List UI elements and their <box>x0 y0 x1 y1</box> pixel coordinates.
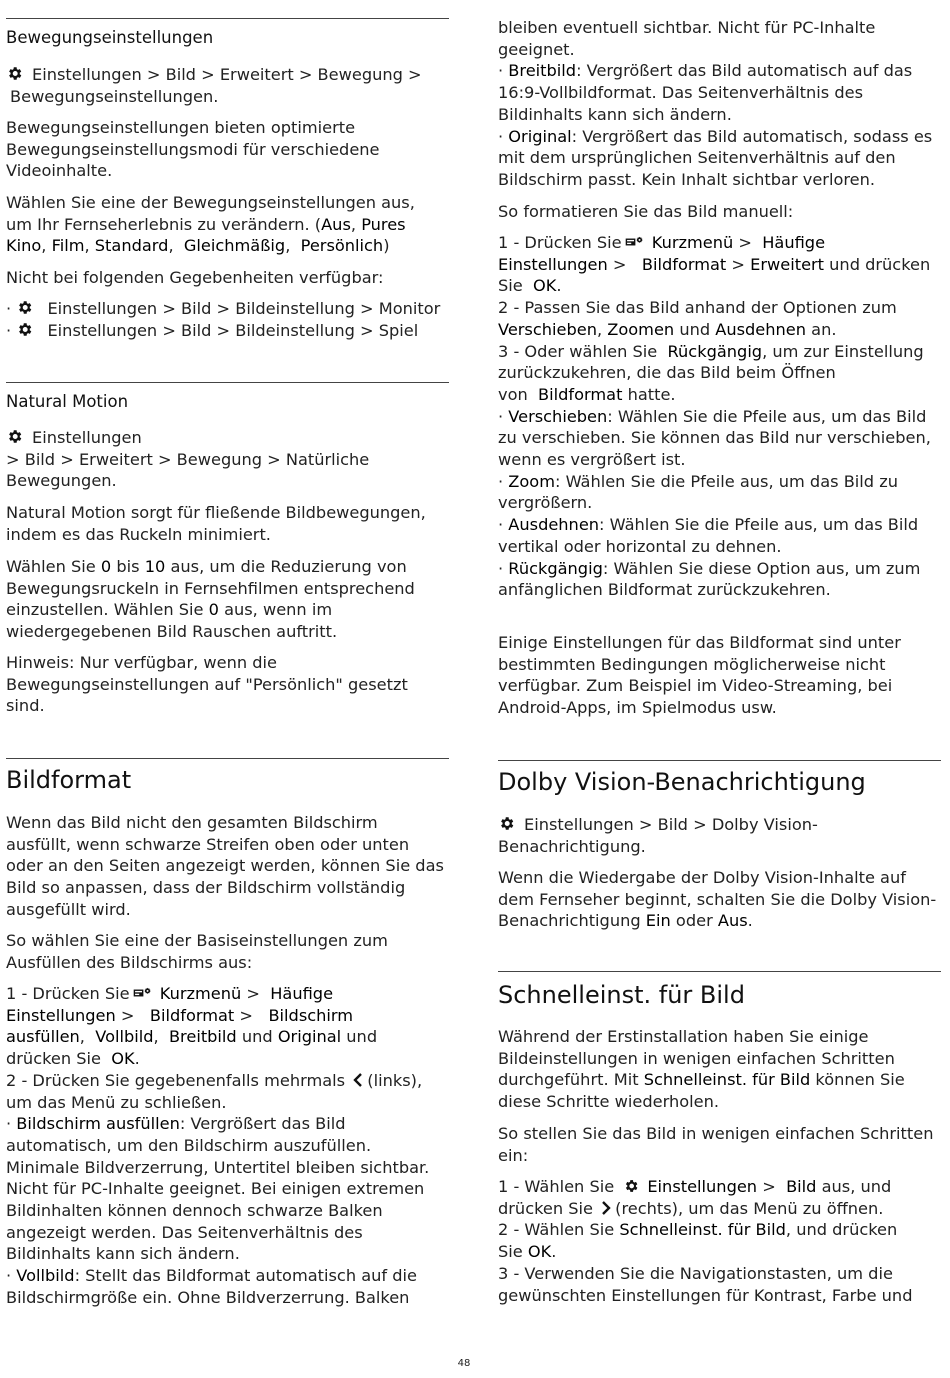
paragraph: Wählen Sie 0 bis 10 aus, um die Reduzierung von Bewegungsruckeln in Fernsehfilmen entsprechend einzustellen. Wählen Sie 0 aus, wenn im wiedergegebenen Bild Rauschen auftritt. <box>6 557 415 642</box>
section-divider <box>498 971 941 972</box>
section-heading: Bewegungseinstellungen <box>6 28 214 47</box>
paragraph: Wenn die Wiedergabe der Dolby Vision-Inhalte auf dem Fernseher beginnt, schalten Sie die Dolby Vision- Benachrichtigung Ein oder Aus. <box>498 868 937 931</box>
paragraph: bleiben eventuell sichtbar. Nicht für PC-Inhalte geeignet. · Breitbild: Vergrößert das Bild automatisch auf das 16:9-Vollbildformat. Das Seitenverhältnis des Bildinhalts kann sich ändern. · Original: Vergrößert das Bild automatisch, sodass es mit dem ursprünglichen Seitenverhältnis auf den Bildschirm passt. Kein Inhalt sichtbar verloren. <box>498 18 933 189</box>
note: Hinweis: Nur verfügbar, wenn die Bewegungseinstellungen auf "Persönlich" gesetzt sind. <box>6 653 408 716</box>
paragraph: Natural Motion sorgt für fließende Bildbewegungen, indem es das Ruckeln minimiert. <box>6 503 426 544</box>
gear-icon <box>498 815 515 832</box>
gear-icon <box>16 299 33 316</box>
steps-list: 1 - Drücken Sie Kurzmenü > Häufige Einstellungen > Bildformat > Erweitert und drücken Sie OK. 2 - Passen Sie das Bild anhand der Optionen zum Verschieben, Zoomen und Ausdehnen an. 3 - Oder wählen Sie Rückgängig, um zur Einstellung zurückzukehren, die das Bild beim Öffnen von Bildformat hatte. · Verschieben: Wählen Sie die Pfeile aus, um das Bild zu verschieben. Sie können das Bild nur verschieben, wenn es vergrößert ist. · Zoom: Wählen Sie die Pfeile aus, um das Bild zu vergrößern. · Ausdehnen: Wählen Sie die Pfeile aus, um das Bild vertikal oder horizontal zu dehnen. · Rückgängig: Wählen Sie diese Option aus, um zum anfänglichen Bildformat zurückzukehren. <box>498 233 931 600</box>
section-divider <box>498 760 941 761</box>
list-item: · Einstellungen > Bild > Bildeinstellung > Spiel <box>6 321 419 340</box>
settings-path: Einstellungen > Bild > Erweitert > Bewegung > Natürliche Bewegungen. <box>6 428 370 491</box>
section-divider <box>6 758 449 759</box>
section-heading: Natural Motion <box>6 392 129 411</box>
list-item: · Einstellungen > Bild > Bildeinstellung > Monitor <box>6 299 441 318</box>
steps-list: 1 - Drücken Sie Kurzmenü > Häufige Einstellungen > Bildformat > Bildschirm ausfüllen, Vollbild, Breitbild und Original und drücken Sie OK. 2 - Drücken Sie gegebenenfalls mehrmals (links), um das Menü zu schließen. · Bildschirm ausfüllen: Vergrößert das Bild automatisch, um den Bildschirm auszufüllen. Minimale Bildverzerrung, Untertitel bleiben sichtbar. Nicht für PC-Inhalte geeignet. Bei einigen extremen Bildinhalten können dennoch schwarze Balken angezeigt werden. Das Seitenverhältnis des Bildinhalts kann sich ändern. · Vollbild: Stellt das Bildformat automatisch auf die Bildschirmgröße ein. Ohne Bildverzerrung. Balken <box>6 984 430 1307</box>
steps-list: 1 - Wählen Sie Einstellungen > Bild aus, und drücken Sie (rechts), um das Menü zu öffnen. 2 - Wählen Sie Schnelleinst. für Bild, und drücken Sie OK. 3 - Verwenden Sie die Navigationstasten, um die gewünschten Einstellungen für Kontrast, Farbe und <box>498 1177 913 1305</box>
settings-path: Einstellungen > Bild > Erweitert > Bewegung > Bewegungseinstellungen. <box>6 64 422 107</box>
quick-menu-icon <box>133 986 151 1000</box>
gear-icon <box>16 321 33 338</box>
section-title: Bildformat <box>6 766 132 794</box>
note: Einige Einstellungen für das Bildformat sind unter bestimmten Bedingungen möglicherweise nicht verfügbar. Zum Beispiel im Video-Streaming, bei Android-Apps, im Spielmodus usw. <box>498 633 901 718</box>
page-number: 48 <box>457 1358 471 1369</box>
gear-icon <box>6 65 23 82</box>
settings-path: Einstellungen > Bild > Dolby Vision- Benachrichtigung. <box>498 815 818 856</box>
gear-icon <box>6 428 23 445</box>
paragraph: Bewegungseinstellungen bieten optimierte Bewegungseinstellungsmodi für verschiedene Videoinhalte. <box>6 118 380 181</box>
paragraph: Wenn das Bild nicht den gesamten Bildschirm ausfüllt, wenn schwarze Streifen oben oder unten oder an den Seiten angezeigt werden, können Sie das Bild so anpassen, dass der Bildschirm vollständig ausgefüllt wird. <box>6 813 444 919</box>
section-title: Dolby Vision-Benachrichtigung <box>498 768 866 796</box>
paragraph: So stellen Sie das Bild in wenigen einfachen Schritten ein: <box>498 1124 934 1165</box>
section-divider <box>6 18 449 19</box>
chevron-right-icon <box>601 1201 611 1215</box>
section-divider <box>6 382 449 383</box>
paragraph: Während der Erstinstallation haben Sie einige Bildeinstellungen in wenigen einfachen Schritten durchgeführt. Mit Schnelleinst. für Bild können Sie diese Schritte wiederholen. <box>498 1027 905 1112</box>
chevron-left-icon <box>353 1073 363 1087</box>
gear-icon <box>623 1178 639 1194</box>
section-title: Schnelleinst. für Bild <box>498 981 745 1009</box>
paragraph: Nicht bei folgenden Gegebenheiten verfügbar: <box>6 268 384 287</box>
paragraph: So formatieren Sie das Bild manuell: <box>498 202 794 221</box>
quick-menu-icon <box>625 235 643 249</box>
paragraph: So wählen Sie eine der Basiseinstellungen zum Ausfüllen des Bildschirms aus: <box>6 931 388 972</box>
paragraph: Wählen Sie eine der Bewegungseinstellungen aus, um Ihr Fernseherlebnis zu verändern. (Aus, Pures Kino, Film, Standard, Gleichmäßig, Persönlich) <box>6 193 415 256</box>
